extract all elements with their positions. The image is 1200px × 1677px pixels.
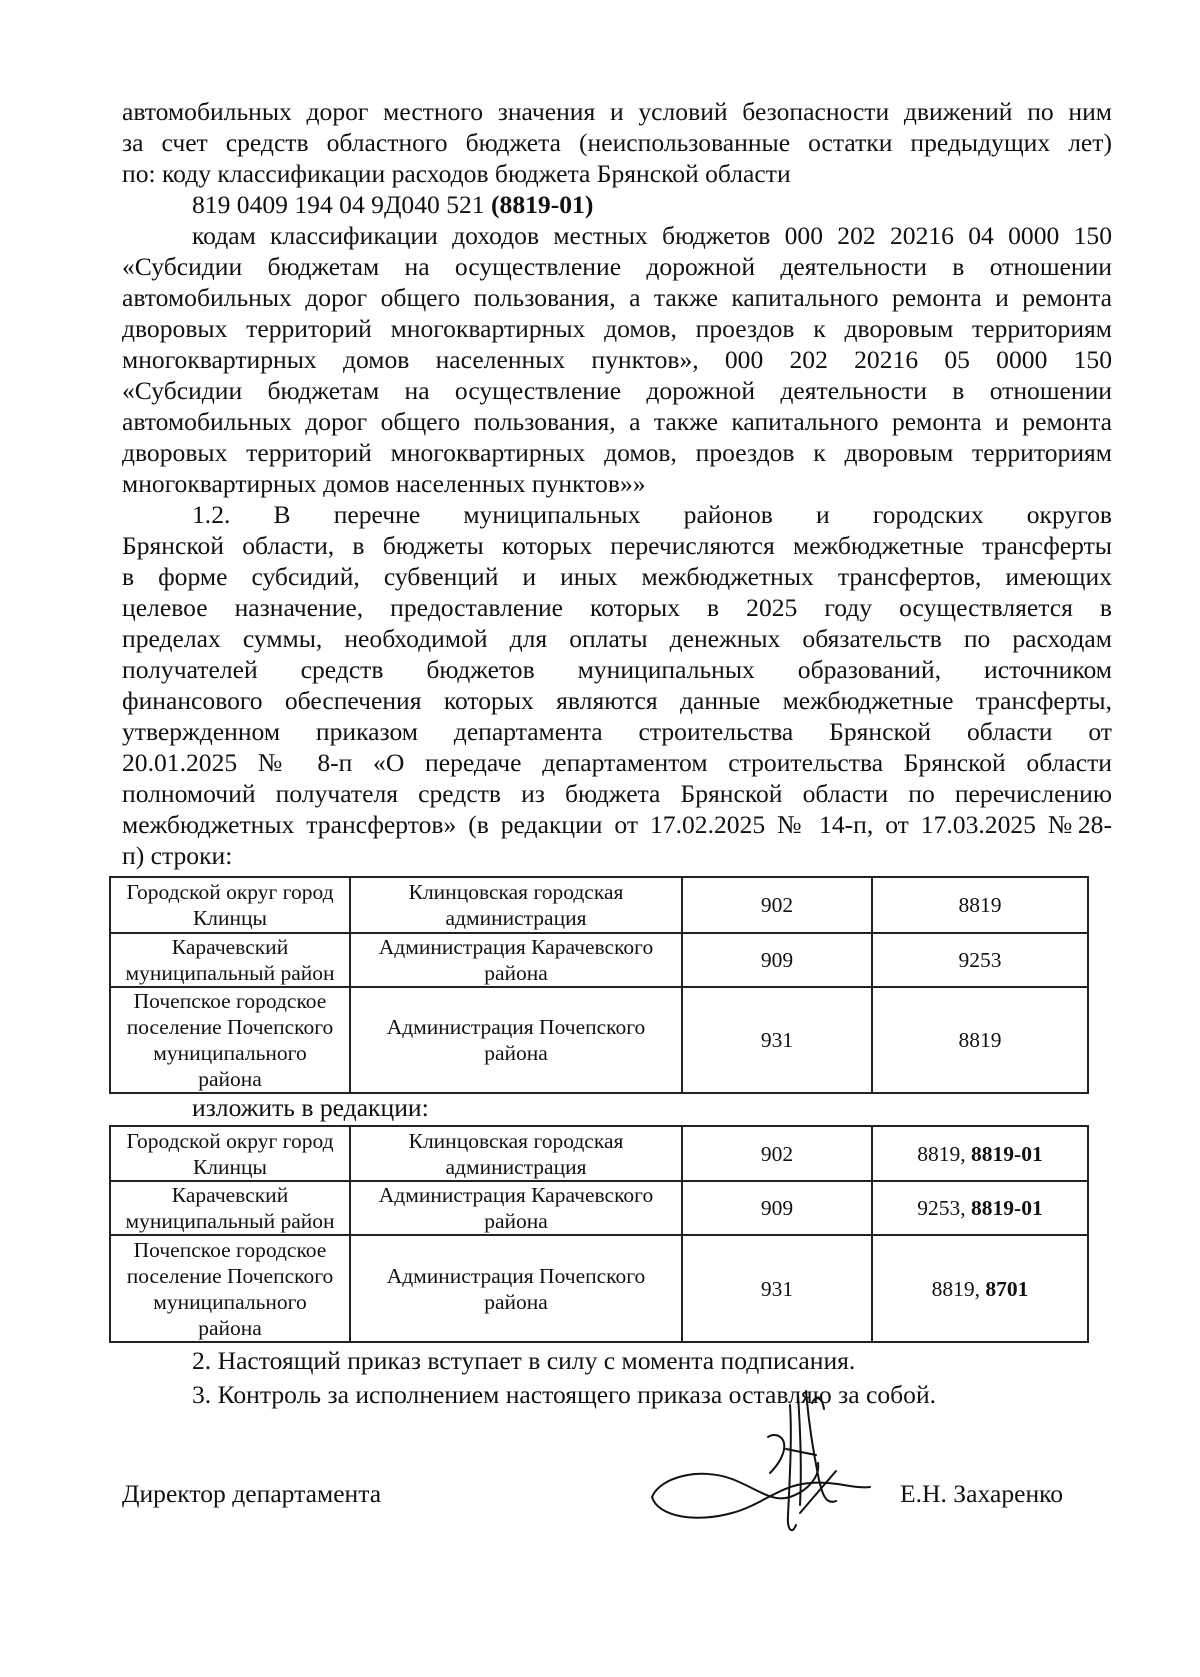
income-line: «Субсидии бюджетам на осуществление дорожной деятельности в отношении bbox=[122, 376, 1112, 405]
section-1-2-paragraph bbox=[122, 499, 1112, 871]
expense-code-line bbox=[122, 189, 1112, 220]
income-line: автомобильных дорог общего пользования, а также капитального ремонта и ремонта bbox=[122, 283, 1112, 312]
section-line: утвержденном приказом департамента строительства Брянской области от bbox=[122, 717, 1112, 746]
territory-cell: Городской округ город Клинцы bbox=[110, 877, 350, 933]
value-cell: 9253, 8819-01 bbox=[872, 1181, 1088, 1235]
table-row bbox=[110, 1181, 1088, 1235]
section-line: пределах суммы, необходимой для оплаты денежных обязательств по расходам bbox=[122, 624, 1112, 653]
signatory-name: Е.Н. Захаренко bbox=[900, 1479, 1064, 1508]
income-line: многоквартирных домов населенных пунктов», 000 202 20216 05 0000 150 bbox=[122, 345, 1112, 374]
admin-cell: Администрация Карачевского района bbox=[350, 933, 682, 987]
table-row bbox=[110, 1235, 1088, 1342]
admin-cell: Клинцовская городская администрация bbox=[350, 1126, 682, 1181]
value-cell: 8819 bbox=[872, 987, 1088, 1093]
table-row bbox=[110, 987, 1088, 1093]
intro-line: за счет средств областного бюджета (неиспользованные остатки предыдущих лет) bbox=[122, 128, 1112, 157]
income-line: «Субсидии бюджетам на осуществление дорожной деятельности в отношении bbox=[122, 252, 1112, 281]
signature-scribble bbox=[640, 1385, 900, 1545]
code-cell: 931 bbox=[682, 1235, 872, 1342]
value-cell: 8819 bbox=[872, 877, 1088, 933]
section-line: п) строки: bbox=[122, 841, 233, 870]
section-line: Брянской области, в бюджеты которых перечисляются межбюджетные трансферты bbox=[122, 531, 1112, 560]
section-line: в форме субсидий, субвенций и иных межбюджетных трансфертов, имеющих bbox=[122, 562, 1112, 591]
code-cell: 931 bbox=[682, 987, 872, 1093]
income-line: дворовых территорий многоквартирных домов, проездов к дворовым территориям bbox=[122, 438, 1112, 467]
section-line: полномочий получателя средств из бюджета Брянской области по перечислению bbox=[122, 779, 1112, 808]
section-line: получателей средств бюджетов муниципальных образований, источником bbox=[122, 655, 1112, 684]
code-cell: 902 bbox=[682, 1126, 872, 1181]
value-cell: 8819, 8701 bbox=[872, 1235, 1088, 1342]
code-cell: 909 bbox=[682, 1181, 872, 1235]
income-line: автомобильных дорог общего пользования, а также капитального ремонта и ремонта bbox=[122, 407, 1112, 436]
income-line: многоквартирных домов населенных пунктов»» bbox=[122, 469, 646, 498]
item-2: 2. Настоящий приказ вступает в силу с момента подписания. bbox=[192, 1346, 856, 1375]
table-row bbox=[110, 877, 1088, 933]
admin-cell: Администрация Почепского района bbox=[350, 1235, 682, 1342]
intro-paragraph bbox=[122, 96, 1112, 189]
admin-cell: Клинцовская городская администрация bbox=[350, 877, 682, 933]
signatory-position: Директор департамента bbox=[122, 1479, 382, 1508]
admin-cell: Администрация Почепского района bbox=[350, 987, 682, 1093]
income-line: дворовых территорий многоквартирных домов, проездов к дворовым территориям bbox=[122, 314, 1112, 343]
expense-code: 819 0409 194 04 9Д040 521 bbox=[192, 190, 485, 219]
intro-line: по: коду классификации расходов бюджета Брянской области bbox=[122, 159, 791, 188]
item-3: 3. Контроль за исполнением настоящего приказа оставляю за собой. bbox=[192, 1380, 937, 1409]
value-cell: 8819, 8819-01 bbox=[872, 1126, 1088, 1181]
territory-cell: Почепское городское поселение Почепского муниципального района bbox=[110, 987, 350, 1093]
expense-code-bold: (8819-01) bbox=[491, 190, 594, 219]
code-cell: 909 bbox=[682, 933, 872, 987]
section-line: финансового обеспечения которых являются данные межбюджетные трансферты, bbox=[122, 686, 1112, 715]
territory-cell: Карачевский муниципальный район bbox=[110, 1181, 350, 1235]
final-items bbox=[122, 1345, 1112, 1410]
section-line: 20.01.2025 № 8-п «О передаче департаментом строительства Брянской области bbox=[122, 748, 1112, 777]
code-cell: 902 bbox=[682, 877, 872, 933]
section-line: 1.2. В перечне муниципальных районов и городских округов bbox=[192, 500, 1112, 529]
value-cell: 9253 bbox=[872, 933, 1088, 987]
territory-cell: Карачевский муниципальный район bbox=[110, 933, 350, 987]
admin-cell: Администрация Карачевского района bbox=[350, 1181, 682, 1235]
section-line: целевое назначение, предоставление которых в 2025 году осуществляется в bbox=[122, 593, 1112, 622]
old-rows-table bbox=[109, 876, 1089, 1094]
income-line: кодам классификации доходов местных бюджетов 000 202 20216 04 0000 150 bbox=[192, 221, 1112, 250]
table-row bbox=[110, 933, 1088, 987]
income-codes-paragraph bbox=[122, 220, 1112, 499]
intro-line: автомобильных дорог местного значения и условий безопасности движений по ним bbox=[122, 97, 1112, 126]
territory-cell: Городской округ город Клинцы bbox=[110, 1126, 350, 1181]
territory-cell: Почепское городское поселение Почепского муниципального района bbox=[110, 1235, 350, 1342]
table-row bbox=[110, 1126, 1088, 1181]
section-line: межбюджетных трансфертов» (в редакции от 17.02.2025 № 14-п, от 17.03.2025 №28- bbox=[122, 810, 1112, 839]
new-edition-label: изложить в редакции: bbox=[192, 1093, 429, 1122]
new-rows-table bbox=[109, 1125, 1089, 1343]
